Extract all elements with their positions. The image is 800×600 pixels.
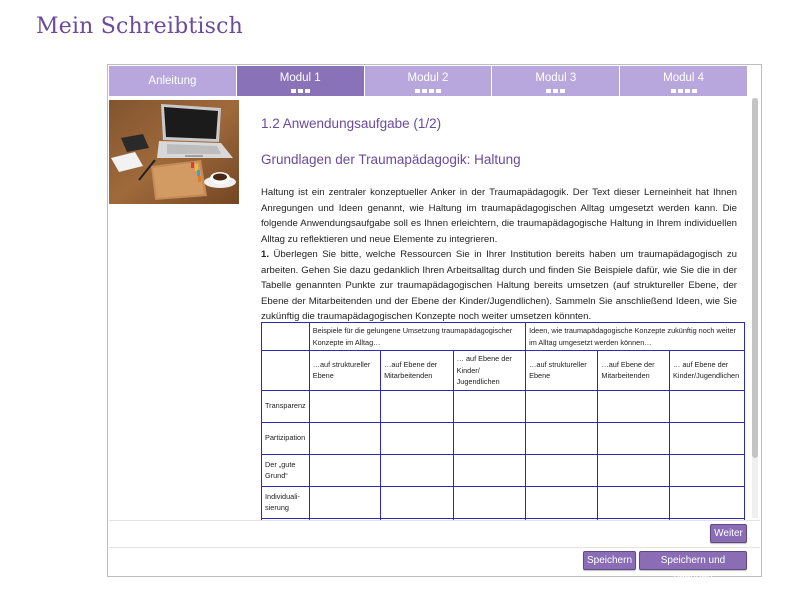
table-group-header: Ideen, wie traumapädagogische Konzepte zukünftig noch weiter im Alltag umgesetzt werden können… — [526, 323, 745, 351]
desk-laptop-image — [109, 100, 239, 204]
input-cell[interactable] — [381, 422, 454, 454]
module-tabs — [109, 66, 747, 96]
tab-modul-1[interactable] — [237, 66, 365, 96]
task-paragraph — [261, 247, 737, 325]
input-cell[interactable] — [670, 486, 745, 518]
input-cell[interactable] — [309, 422, 380, 454]
reflection-table — [261, 322, 745, 520]
input-cell[interactable] — [598, 390, 670, 422]
row-label: Individuali-sierung — [262, 486, 310, 518]
tab-label: Modul 4 — [663, 72, 705, 84]
input-cell[interactable] — [598, 422, 670, 454]
save-and-exit-button[interactable]: Speichern und beenden — [639, 551, 747, 570]
tab-modul-4[interactable] — [620, 66, 747, 96]
module-frame — [107, 64, 762, 583]
tab-modul-2[interactable] — [365, 66, 493, 96]
input-cell[interactable] — [670, 454, 745, 486]
progress-dots — [237, 88, 364, 93]
input-cell[interactable] — [453, 422, 525, 454]
next-button[interactable]: Weiter — [710, 524, 747, 543]
progress-dots — [365, 88, 492, 93]
table-row — [262, 422, 745, 454]
divider — [109, 520, 760, 521]
table-row — [262, 390, 745, 422]
table-group-header: Beispiele für die gelungene Umsetzung traumapädagogischer Konzepte im Alltag… — [309, 323, 525, 351]
input-cell[interactable] — [670, 422, 745, 454]
input-cell[interactable] — [598, 454, 670, 486]
table-sub-header: … auf Ebene der Kinder/Jugendlichen — [670, 351, 745, 391]
page-title: Mein Schreibtisch — [36, 14, 244, 39]
tab-label: Modul 1 — [279, 72, 321, 84]
input-cell[interactable] — [381, 454, 454, 486]
input-cell[interactable] — [526, 454, 598, 486]
table-row — [262, 454, 745, 486]
input-cell[interactable] — [381, 390, 454, 422]
table-sub-header: …auf struktureller Ebene — [309, 351, 380, 391]
intro-paragraph: Haltung ist ein zentraler konzeptueller Anker in der Traumapädagogik. Der Text dieser Lerneinheit hat Ihnen Anregungen und Ideen genannt, wie Haltung im traumapädagogischen Alltag umgesetzt werden kann. Die folgende Anwendungsaufgabe soll es Ihnen erleichtern, die traumapädagogische Haltung in Ihrem individuellen Alltag zu reflektieren und neue Elemente zu integrieren. — [261, 187, 737, 245]
input-cell[interactable] — [309, 486, 380, 518]
row-label: Transparenz — [262, 390, 310, 422]
scroll-thumb[interactable] — [752, 98, 758, 458]
table-row — [262, 486, 745, 518]
table-sub-header: …auf struktureller Ebene — [526, 351, 598, 391]
tab-label: Modul 3 — [535, 72, 577, 84]
content-area — [109, 96, 747, 520]
input-cell[interactable] — [453, 390, 525, 422]
input-cell[interactable] — [526, 390, 598, 422]
input-cell[interactable] — [598, 486, 670, 518]
tab-modul-3[interactable] — [492, 66, 620, 96]
input-cell[interactable] — [309, 390, 380, 422]
tab-anleitung[interactable] — [109, 66, 237, 96]
section-title: 1.2 Anwendungsaufgabe (1/2) — [261, 116, 442, 131]
table-corner-cell — [262, 323, 310, 351]
table-sub-header: …auf Ebene der Mitarbeitenden — [598, 351, 670, 391]
section-subtitle: Grundlagen der Traumapädagogik: Haltung — [261, 152, 521, 167]
input-cell[interactable] — [453, 486, 525, 518]
divider — [109, 547, 760, 548]
vertical-scrollbar[interactable] — [752, 98, 758, 518]
table-sub-header: …auf Ebene der Mitarbeitenden — [381, 351, 454, 391]
input-cell[interactable] — [381, 486, 454, 518]
tab-label: Modul 2 — [407, 72, 449, 84]
row-label: Der „gute Grund“ — [262, 454, 310, 486]
table-sub-header: … auf Ebene der Kinder/ Jugendlichen — [453, 351, 525, 391]
task-number: 1. — [261, 249, 270, 260]
table-corner-cell — [262, 351, 310, 391]
progress-dots — [620, 88, 747, 93]
input-cell[interactable] — [309, 454, 380, 486]
input-cell[interactable] — [453, 454, 525, 486]
tab-label: Anleitung — [148, 75, 197, 87]
input-cell[interactable] — [670, 390, 745, 422]
save-button[interactable]: Speichern — [583, 551, 636, 570]
input-cell[interactable] — [526, 422, 598, 454]
row-label: Partizipation — [262, 422, 310, 454]
input-cell[interactable] — [526, 486, 598, 518]
task-text: Überlegen Sie bitte, welche Ressourcen Sie in Ihrer Institution bereits haben um traumapädagogisch zu arbeiten. Gehen Sie dazu gedanklich Ihren Arbeitsalltag durch und finden Sie Beispiele dafür, wie Sie die in der Tabelle genannten Punkte zur traumapädagogischen Haltung bereits umsetzen (auf struktureller Ebene, der Ebene der Mitarbeitenden und der Ebene der Kinder/Jugendlichen). Sammeln Sie anschließend Ideen, wie Sie zukünftig die traumapädagogischen Konzepte noch weiter umsetzen könnten. — [261, 249, 737, 323]
progress-dots — [492, 88, 619, 93]
desk-illustration — [109, 100, 239, 204]
